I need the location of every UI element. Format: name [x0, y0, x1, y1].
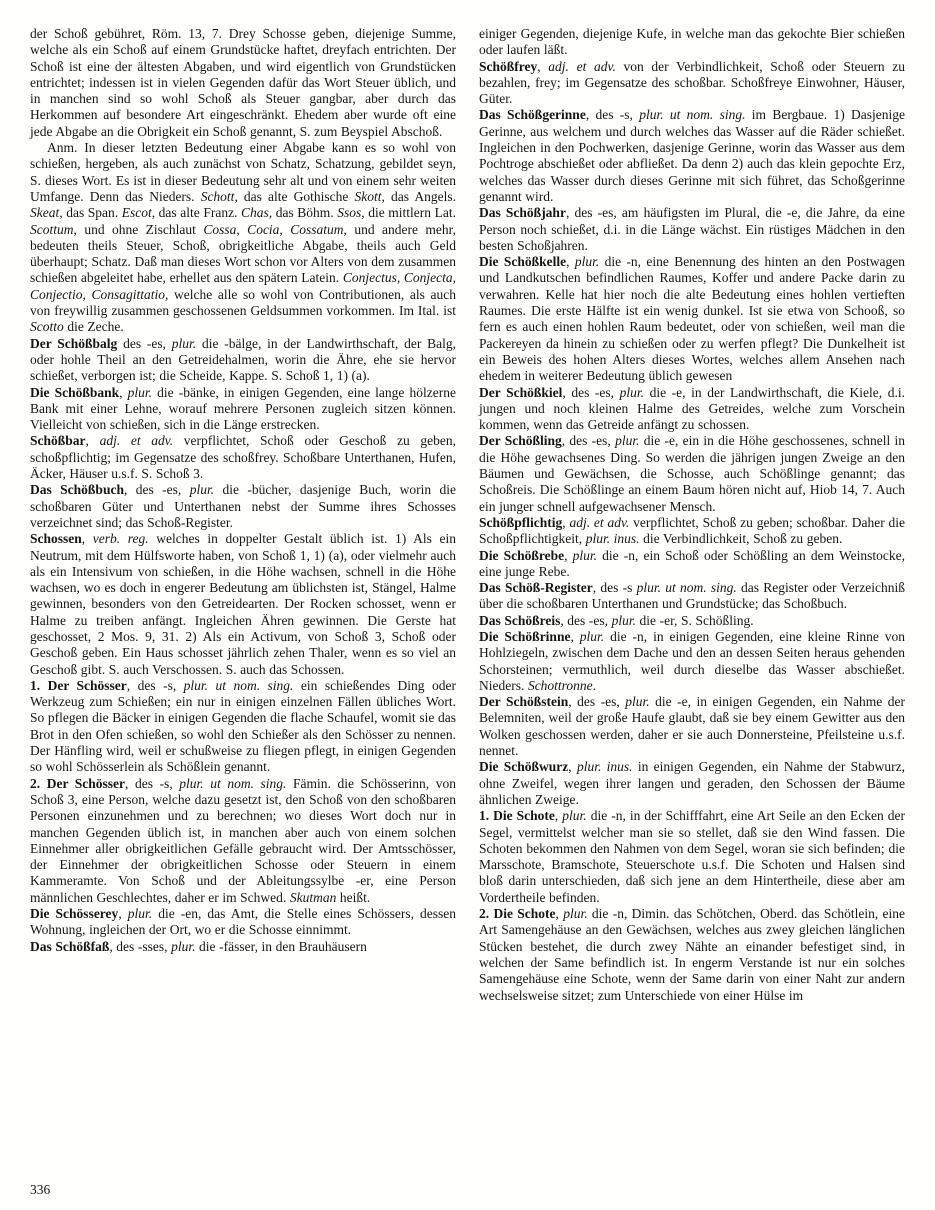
body-text: , das alte Franz.: [151, 205, 242, 221]
italic-term: plur. ut nom. sing.: [179, 775, 287, 791]
body-text: des -es,: [117, 335, 172, 351]
entry-schote-1: [479, 808, 905, 906]
body-text: , die mittlern Lat.: [361, 205, 456, 221]
italic-term: Ssos: [337, 205, 362, 221]
headword: Schossen: [30, 531, 82, 547]
italic-term: adj. et adv.: [569, 514, 630, 530]
body-text: ,: [566, 254, 575, 270]
italic-term: plur.: [611, 612, 636, 628]
body-text: ,: [564, 547, 573, 563]
body-text: die Zeche.: [63, 319, 124, 335]
headword: Der Schößstein: [479, 694, 569, 710]
body-text: , das alte Gothische: [234, 188, 355, 204]
body-text: Fämin. die Schösserinn, von Schoß 3, eine Person, welche dazu gesetzt ist, den Schoß von den schoßbaren Personen einzunehmen und zu berechnen; wo dieses Wort doch nur in manchen Gegenden üblich ist, in manchen aber auch von einem solchen Einnehmer aller obrigkeitlichen Gefälle gebraucht wird. Der Amtsschösser, der Einnehmer der obrigkeitlichen Schosse oder Steuern in einem Kammeramte. Von Schoß und der Ableitungssylbe -er, eine Person männlichen Geschlechtes, daher er im Schwed.: [30, 775, 456, 905]
headword: Das Schößjahr: [479, 205, 566, 221]
italic-term: Skutman: [289, 889, 337, 905]
entry-schote-2: [479, 906, 905, 1004]
italic-term: adj. et adv.: [548, 58, 616, 74]
entry-schossbar: [30, 433, 456, 482]
body-text: die -n, eine Benennung des hinten an den Postwagen und Landkutschen befindlichen Raumes, Koffer und andere Packe darin zu verwahren. Kelle hat hier noch die alte Bedeutung eines hohlen vertieften Raumes. Die erste Hälfte ist ein wenig dunkel. Ist sie etwa von Schooß, so fern es auch einen hohlen Raum bedeutet, oder von schießen, weil man die Packereyen da hinein zu schießen oder zu werfen pflegt? Die Dunkelheit ist ein Beweis des hohen Alters dieses Wortes, welches allem Ansehen nach ehedem in weiterer Bedeutung üblich gewesen: [479, 254, 905, 384]
entry-schossjahr: [479, 205, 905, 254]
italic-term: Skott: [354, 188, 382, 204]
body-text: die -n, ein Schoß oder Schößling an dem Weinstocke, eine junge Rebe.: [479, 547, 905, 579]
body-text: verpflichtet, Schoß oder Geschoß zu geben, schoßpflichtig; im Gegensatze des schoßfrey. Schoßbare Unterthanen, Hufen, Äcker, Häuser u.s.f. S. Schoß 3.: [30, 433, 457, 482]
headword: Schößfrey: [479, 58, 538, 74]
entry-schossfrey: [479, 59, 905, 108]
body-text: die Verbindlichkeit, Schoß zu geben.: [639, 531, 843, 547]
headword: Schößpflichtig: [479, 514, 563, 530]
entry-schossbuch: [30, 482, 456, 531]
headword: Die Schößrinne: [479, 628, 571, 644]
headword: Das Schößfaß: [30, 938, 110, 954]
entry-schossen: [30, 531, 456, 678]
entry-schosser-2: [30, 776, 456, 906]
body-text: ,: [568, 759, 577, 775]
entry-schosswurz: [479, 759, 905, 808]
body-text: , des -s,: [125, 775, 180, 791]
page-number: 336: [30, 1182, 51, 1197]
body-text: , des -es,: [560, 612, 612, 628]
headword: Der Schößbalg: [30, 335, 118, 351]
body-text: die -e, in der Landwirthschaft, die Kiele, d.i. jungen und noch kleinen Halme des Getreides, welche zum Vorschein kommen, wenn das Getreide anfängt zu schossen.: [479, 384, 906, 433]
italic-term: plur.: [619, 384, 645, 400]
entry-schossfass: [30, 939, 456, 955]
italic-term: plur.: [625, 694, 650, 710]
italic-term: plur.: [189, 482, 215, 498]
body-text: , und andere mehr, bedeuten theils Steuer, Schoß, obrigkeitliche Abgabe, theils auch Geld überhaupt; Schatz. Daß man dieses Wort schon vor Alters von dem zusammen schießen abgeleitet habe, erhellet aus den spätern Latein.: [30, 221, 456, 286]
italic-term: plur.: [579, 628, 605, 644]
body-text: die -bücher, dasjenige Buch, worin die schoßbaren Güter und Unterthanen nebst der Summe ihres Schosses verzeichnet sind; das Schoß-Register.: [30, 482, 456, 530]
headword: Die Schößrebe: [479, 547, 565, 563]
body-text: , das Böhm.: [268, 205, 338, 221]
headword: Das Schößbuch: [30, 482, 124, 498]
body-text: , des -es,: [568, 694, 626, 710]
italic-term: Conjectus, Conjecta, Conjectio, Consagittatio: [30, 270, 456, 302]
entry-schossstein: [479, 694, 905, 759]
body-text: , und ohne Zischlaut: [73, 221, 204, 237]
body-text: ,: [118, 906, 128, 922]
italic-term: plur.: [574, 254, 600, 270]
body-text: , des -es,: [123, 482, 190, 498]
entry-schosser-1: [30, 678, 456, 776]
italic-term: plur.: [127, 384, 153, 400]
body-text: , das Span.: [59, 205, 122, 221]
body-text: , des -s: [592, 580, 637, 596]
italic-term: Chas: [241, 205, 269, 221]
italic-term: Scottum: [30, 221, 74, 237]
body-text: , des -es, am häufigsten im Plural, die -e, die Jahre, da eine Person noch schießet, d.i. in die Länge wächst. Ein rüstiges Mädchen in den besten Schoßjahren.: [479, 205, 905, 253]
entry-schossling: [479, 433, 905, 514]
body-text: ,: [85, 433, 100, 449]
headword: Schößbar: [30, 433, 86, 449]
entry-schosskiel: [479, 385, 905, 434]
body-text: die -n, in der Schifffahrt, eine Art Seile an den Ecken der Segel, vermittelst welcher man sie so stellet, daß sie den Wind fassen. Die Schoten bekommen den Nahmen von dem Segel, woran sie sich befinden; die Marsschote, Bramschote, Steuerschote u.s.f. Die Schoten und Halsen sind bloß darin unterschieden, daß sich jene an dem Hintertheile, diese aber am Vordertheile befinden.: [479, 808, 906, 905]
headword: Die Schößbank: [30, 384, 120, 400]
italic-term: plur.: [572, 547, 598, 563]
entry-schosskelle: [479, 254, 905, 384]
italic-term: Schottronne: [527, 677, 593, 693]
italic-term: plur.: [615, 433, 640, 449]
headword: 2. Die Schote: [479, 906, 556, 922]
body-text: die -fässer, in den Brauhäusern: [195, 938, 367, 954]
body-text: die -en, das Amt, die Stelle eines Schössers, dessen Wohnung, ingleichen der Ort, wo er die Schosse einnimmt.: [30, 906, 456, 938]
body-text: ,: [555, 906, 564, 922]
italic-term: Schott: [200, 188, 235, 204]
entry-schosspflichtig: [479, 515, 905, 548]
entry-schossgerinne: [479, 107, 905, 205]
italic-term: Scotto: [30, 319, 64, 335]
right-column: [479, 26, 905, 1004]
body-text: die -e, in einigen Gegenden, ein Nahme der Belemniten, weil der große Haufe glaubt, daß sie bey einem Gewitter aus den Wolken geschossen werden, daher er sie auch Donnersteine, Pfeilsteine u.s.f. nennet.: [479, 694, 905, 759]
italic-term: Escot: [121, 205, 152, 221]
headword: Der Schößkiel: [479, 384, 563, 400]
body-text: , des -es,: [562, 384, 620, 400]
entry-schossbalg: [30, 336, 456, 385]
body-text: ,: [119, 384, 128, 400]
italic-term: plur. inus.: [585, 531, 640, 547]
italic-term: Skeat: [30, 205, 60, 221]
body-text: das Register oder Verzeichniß über die schoßbaren Unterthanen und Grundstücke; das Schoßbuch.: [479, 580, 905, 612]
entry-schossreis: [479, 613, 905, 629]
body-text: ein schießendes Ding oder Werkzeug zum Schießen; ein nur in einigen einzelnen Fällen übliches Wort. So pflegen die Bäcker in einigen Gegenden die flache Schaufel, womit sie das Brot in den Ofen schießen, so wohl den Schießer als den Schösser zu nennen. Der Hänfling wird, weil er schußweise zu fliegen pflegt, in einigen Gegenden so wohl Schösserlein als Schößlein genannt.: [30, 677, 456, 775]
body-text: von der Verbindlichkeit, Schoß oder Steuern zu bezahlen, frey; im Gegensatze des schoßbar. Schoßfreye Einwohner, Häuser, Güter.: [479, 58, 905, 107]
body-text: ,: [537, 58, 549, 74]
body-text: ,: [81, 531, 93, 547]
body-text: Anm. In dieser letzten Bedeutung einer Abgabe kann es so wohl von schießen, hergeben, als auch zunächst von Schatz, Schatzung, gebildet seyn, S. dieses Wort. Es ist in dieser Bedeutung sehr alt und von einem sehr weiten Umfange. Denn das Nieders.: [30, 140, 456, 204]
headword: Die Schößwurz: [479, 759, 569, 775]
headword: 1. Der Schösser: [30, 677, 127, 693]
anm-paragraph: [30, 140, 456, 336]
body-text: die -n, in einigen Gegenden, eine kleine Rinne von Hohlziegeln, zwischen dem Dache und den an dessen Seiten heraus gehenden Schorsteinen; vermuthlich, weil durch dieselbe das Wasser abschießet. Nieders.: [479, 628, 905, 693]
body-text: im Bergbaue. 1) Dasjenige Gerinne, aus welchem und durch welches das Wasser auf die Räder schießet. Ingleichen in den Pochwerken, dasjenige Gerinne, worin das Wasser aus dem Pochtroge abschießet oder abfließet. Da denn 2) auch das klein gepochte Erz, welches das Wasser durch dieses Gerinne mit sich führet, das Schoßgerinne genannt wird.: [479, 107, 905, 204]
body-text: ,: [562, 514, 570, 530]
headword: Die Schößkelle: [479, 254, 567, 270]
headword: Der Schößling: [479, 433, 562, 449]
entry-schossbank: [30, 385, 456, 434]
italic-term: plur.: [171, 938, 196, 954]
headword: Das Schöß-Register: [479, 580, 593, 596]
entry-schoss-register: [479, 580, 905, 613]
italic-term: plur.: [171, 335, 197, 351]
headword: Die Schösserey: [30, 906, 119, 922]
body-text: , des -sses,: [109, 938, 172, 954]
italic-term: adj. et adv.: [99, 433, 174, 449]
left-column: [30, 26, 456, 955]
body-text: einiger Gegenden, diejenige Kufe, in welche man das gekochte Bier schießen oder laufen läßt.: [479, 26, 905, 58]
italic-term: plur. ut nom. sing.: [636, 580, 737, 596]
italic-term: plur.: [563, 906, 588, 922]
body-text: , des -s,: [126, 677, 184, 693]
body-text: , des -s,: [585, 107, 640, 123]
headword: Das Schößgerinne: [479, 107, 586, 123]
italic-term: plur. inus.: [576, 759, 633, 775]
headword: 2. Der Schösser: [30, 775, 126, 791]
headword: Das Schößreis: [479, 612, 561, 628]
body-text: welches in doppelter Gestalt üblich ist. 1) Als ein Neutrum, mit dem Hülfsworte haben, von Schoß 1, 1) (a), oder vielmehr auch als ein Intensivum von schießen, in die Höhe wachsen, schnell in die Höhe wachsen, wo es doch in engerer Bedeutung am üblichsten ist, Stängel, Halme gewinnen, besonders von den Getreidearten. Der Rocken schosset, wenn er Halme zu treiben anfängt. Ingleichen Ähren gewinnen. Die Gerste hat geschosset, 2 Mos. 9, 31. 2) Als ein Activum, von Schoß 3, Schoß oder Geschoß geben. Ein Haus schosset jährlich zehen Thaler, wenn es so viel an Geschoß gibt. S. auch Verschossen. S. auch das Schossen.: [30, 531, 457, 677]
entry-schossrebe: [479, 548, 905, 581]
italic-term: plur.: [127, 906, 153, 922]
headword: 1. Die Schote: [479, 808, 555, 824]
body-text: die -bänke, in einigen Gegenden, eine lange hölzerne Bank mit einer Lehne, worauf mehrere Personen zugleich sitzen können. Vielleicht von schießen, sich in die Länge erstrecken.: [30, 384, 456, 433]
italic-term: verb. reg.: [92, 531, 149, 547]
body-text: verpflichtet, Schoß zu geben; schoßbar. Daher die Schoßpflichtigkeit,: [479, 514, 905, 547]
body-text: ,: [570, 628, 580, 644]
entry-schosserey: [30, 906, 456, 939]
body-text: , des -es,: [561, 433, 616, 449]
body-text: der Schoß gebühret, Röm. 13, 7. Drey Schosse geben, diejenige Summe, welche als ein Schoß auf einem Grundstücke haftet, dreyfach entrichten. Der Schoß ist eine der ältesten Abgaben, und wird eigentlich von Grundstücken entrichtet; indessen ist in vielen Gegenden dafür das Wort Steuer üblich, und in manchen sind so wohl Schoß als Steuer gangbar, aber durch das Herkommen auf besondere Art eingeschränkt. Ehedem aber wurde oft eine jede Abgabe an die Obrigkeit ein Schoß genannt, S. zum Beyspiel Abschoß.: [30, 26, 456, 139]
text-columns: [30, 26, 905, 1004]
body-text: die -n, Dimin. das Schötchen, Oberd. das Schötlein, eine Art Samengehäuse an den Gewächsen, welches aus zwey gleichen länglichen Stücken bestehet, die durch zwey Nähte an einander befestiget sind, in welchen der Same befindlich ist. In engerm Verstande ist nur ein solches Samengehäuse eine Schote, wenn der Same darin von einer Naht zur andern wechselsweise sitzet; zum Unterschiede von einer Hülse im: [479, 906, 906, 1003]
italic-term: plur. ut nom. sing.: [639, 107, 746, 123]
body-text: die -bälge, in der Landwirthschaft, der Balg, oder hohle Theil an den Getreidehalmen, worin die Ähre, ehe sie hervor schießet, verborgen ist; die Scheide, Kappe. S. Schoß 1, 1) (a).: [30, 335, 456, 384]
body-text: ,: [554, 808, 563, 824]
body-text: .: [592, 677, 597, 693]
italic-term: plur. ut nom. sing.: [183, 677, 294, 693]
body-text: in einigen Gegenden, ein Nahme der Stabwurz, ohne Zweifel, wegen ihrer langen und geraden, den Schossen der Bäume ähnlichen Zweige.: [479, 759, 905, 807]
body-text: , das Angels.: [381, 188, 456, 204]
body-text: , welche alle so wohl von Contributionen, als auch von freywillig zusammen geschossenen Geldsummen vorkommen. Im Ital. ist: [30, 286, 456, 319]
continuation-schoss: [30, 26, 456, 140]
body-text: die -e, ein in die Höhe geschossenes, schnell in die Höhe gewachsenes Ding. So werden die jährigen jungen Zweige an den Bäumen und Gewächsen, die Schosse, auch Schößlinge genannt; das Schoßreis. Die Schößlinge an einem Baum hören nicht auf, Hiob 14, 7. Auch ein junger schnell aufgewachsener Mensch.: [479, 433, 905, 514]
continuation-schossfass: [479, 26, 905, 59]
italic-term: plur.: [562, 808, 587, 824]
italic-term: Cossa, Cocia, Cossatum: [203, 221, 344, 237]
body-text: die -er, S. Schößling.: [635, 612, 754, 628]
body-text: heißt.: [336, 889, 371, 905]
entry-schossrinne: [479, 629, 905, 694]
